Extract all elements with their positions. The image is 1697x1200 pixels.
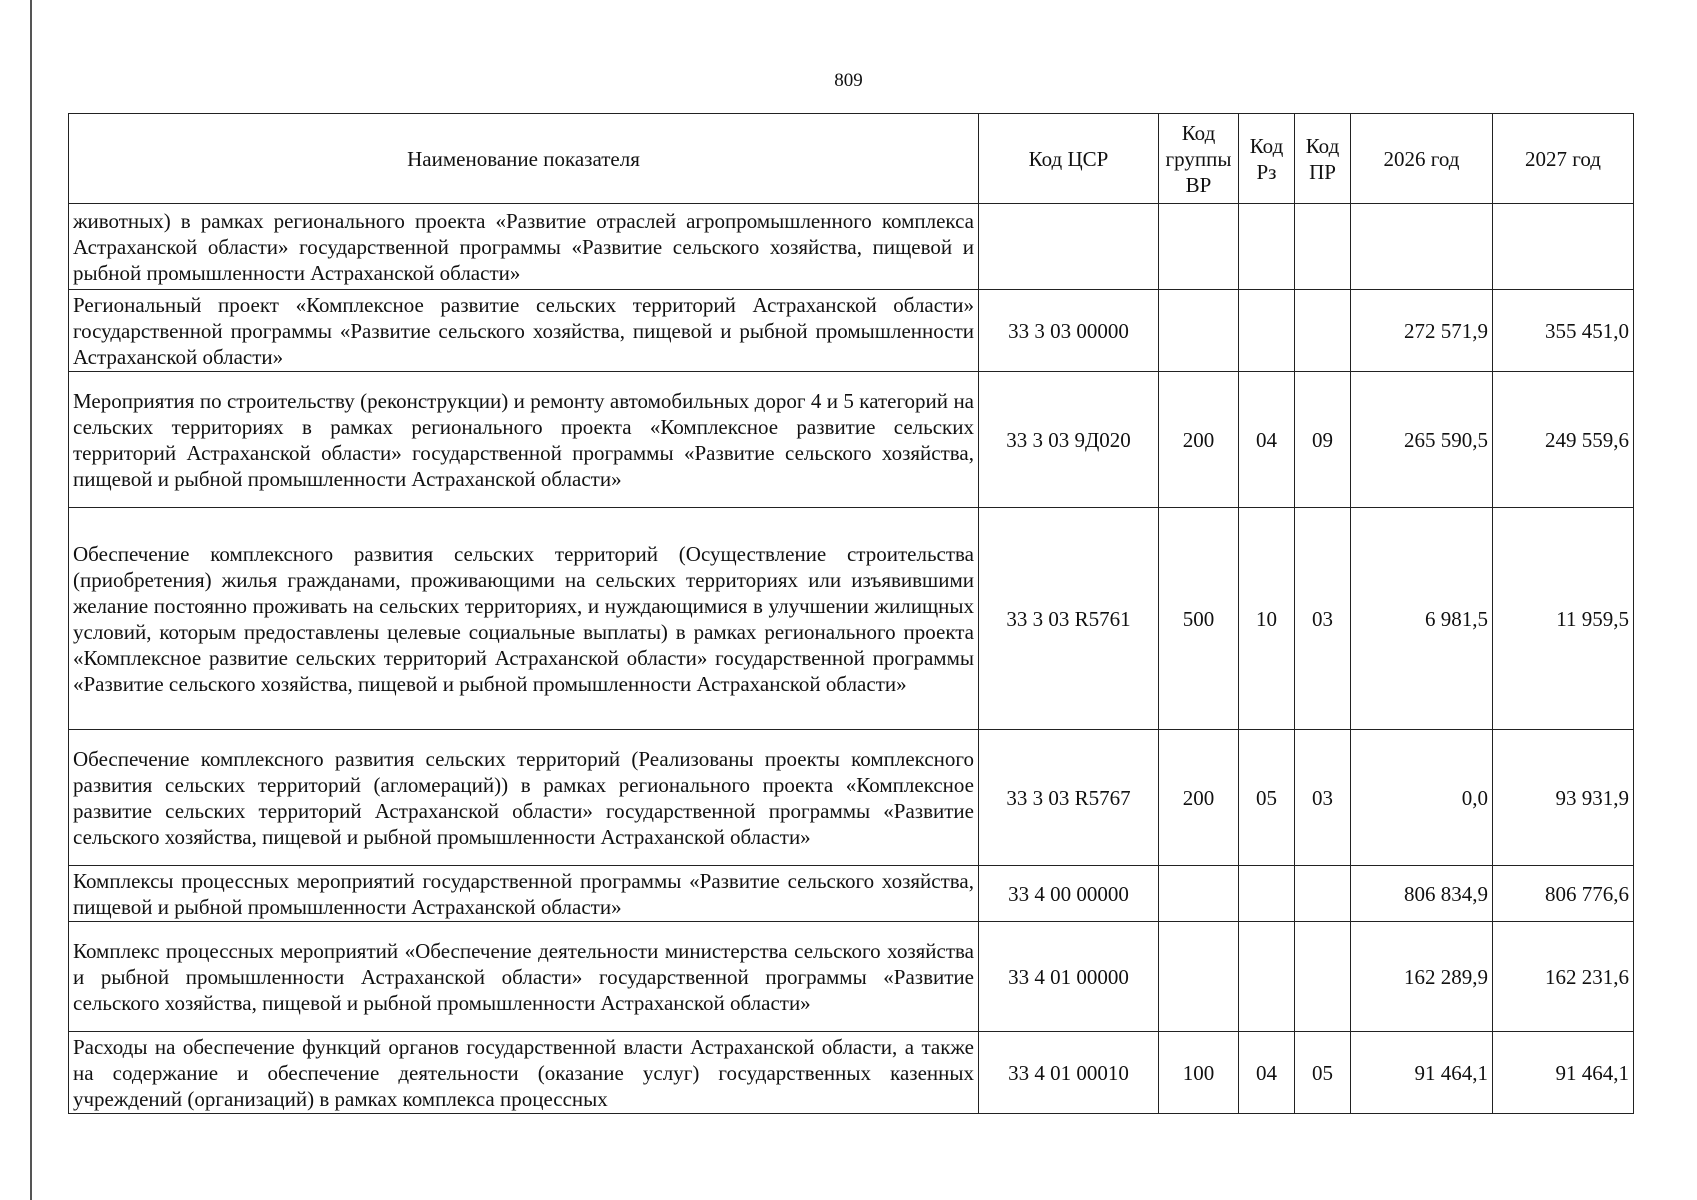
csr-code	[979, 204, 1159, 290]
amount-2027: 11 959,5	[1493, 508, 1634, 730]
table-row	[69, 730, 1634, 866]
pr-code	[1295, 290, 1351, 372]
table-row	[69, 922, 1634, 1032]
rz-code	[1239, 204, 1295, 290]
indicator-name: Обеспечение комплексного развития сельских территорий (Реализованы проекты комплексного развития сельских территорий (агломераций)) в рамках регионального проекта «Комплексное развитие сельских территорий Астраханской области» государственной программы «Развитие сельского хозяйства, пищевой и рыбной промышленности Астраханской области»	[69, 730, 979, 866]
vr-code	[1159, 866, 1239, 922]
amount-2026: 265 590,5	[1351, 372, 1493, 508]
amount-2026	[1351, 204, 1493, 290]
csr-code: 33 3 03 R5767	[979, 730, 1159, 866]
budget-table	[68, 113, 1634, 1114]
csr-code: 33 4 00 00000	[979, 866, 1159, 922]
rz-code	[1239, 866, 1295, 922]
pr-code: 03	[1295, 730, 1351, 866]
rz-code: 10	[1239, 508, 1295, 730]
rz-code: 05	[1239, 730, 1295, 866]
pr-code: 05	[1295, 1032, 1351, 1114]
csr-code: 33 4 01 00000	[979, 922, 1159, 1032]
vr-code	[1159, 204, 1239, 290]
rz-code	[1239, 290, 1295, 372]
csr-code: 33 3 03 9Д020	[979, 372, 1159, 508]
indicator-name: животных) в рамках регионального проекта «Развитие отраслей агропромышленного комплекса Астраханской области» государственной программы «Развитие сельского хозяйства, пищевой и рыбной промышленности Астраханской области»	[69, 204, 979, 290]
amount-2026: 91 464,1	[1351, 1032, 1493, 1114]
amount-2027: 806 776,6	[1493, 866, 1634, 922]
header-2027: 2027 год	[1493, 114, 1634, 204]
binding-margin-line	[30, 0, 32, 1200]
vr-code	[1159, 922, 1239, 1032]
amount-2026: 6 981,5	[1351, 508, 1493, 730]
csr-code: 33 3 03 00000	[979, 290, 1159, 372]
table-row	[69, 866, 1634, 922]
amount-2027: 355 451,0	[1493, 290, 1634, 372]
header-name: Наименование показателя	[69, 114, 979, 204]
amount-2026: 162 289,9	[1351, 922, 1493, 1032]
pr-code	[1295, 204, 1351, 290]
rz-code	[1239, 922, 1295, 1032]
table-row	[69, 204, 1634, 290]
header-2026: 2026 год	[1351, 114, 1493, 204]
csr-code: 33 3 03 R5761	[979, 508, 1159, 730]
indicator-name: Обеспечение комплексного развития сельских территорий (Осуществление строительства (приобретения) жилья гражданами, проживающими на сельских территориях или изъявившими желание постоянно проживать на сельских территориях, и нуждающимися в улучшении жилищных условий, которым предоставлены целевые социальные выплаты) в рамках регионального проекта «Комплексное развитие сельских территорий Астраханской области» государственной программы «Развитие сельского хозяйства, пищевой и рыбной промышленности Астраханской области»	[69, 508, 979, 730]
table-row	[69, 508, 1634, 730]
table-row	[69, 1032, 1634, 1114]
pr-code: 03	[1295, 508, 1351, 730]
table-row	[69, 372, 1634, 508]
amount-2027: 162 231,6	[1493, 922, 1634, 1032]
amount-2027	[1493, 204, 1634, 290]
vr-code: 500	[1159, 508, 1239, 730]
indicator-name: Мероприятия по строительству (реконструкции) и ремонту автомобильных дорог 4 и 5 категорий на сельских территориях в рамках регионального проекта «Комплексное развитие сельских территорий Астраханской области» государственной программы «Развитие сельского хозяйства, пищевой и рыбной промышленности Астраханской области»	[69, 372, 979, 508]
indicator-name: Региональный проект «Комплексное развитие сельских территорий Астраханской области» государственной программы «Развитие сельского хозяйства, пищевой и рыбной промышленности Астраханской области»	[69, 290, 979, 372]
amount-2027: 93 931,9	[1493, 730, 1634, 866]
header-pr: Код ПР	[1295, 114, 1351, 204]
indicator-name: Комплекс процессных мероприятий «Обеспечение деятельности министерства сельского хозяйства и рыбной промышленности Астраханской области» государственной программы «Развитие сельского хозяйства, пищевой и рыбной промышленности Астраханской области»	[69, 922, 979, 1032]
table-header-row	[69, 114, 1634, 204]
rz-code: 04	[1239, 372, 1295, 508]
amount-2027: 249 559,6	[1493, 372, 1634, 508]
amount-2026: 0,0	[1351, 730, 1493, 866]
rz-code: 04	[1239, 1032, 1295, 1114]
pr-code: 09	[1295, 372, 1351, 508]
vr-code: 200	[1159, 730, 1239, 866]
vr-code	[1159, 290, 1239, 372]
indicator-name: Расходы на обеспечение функций органов государственной власти Астраханской области, а также на содержание и обеспечение деятельности (оказание услуг) государственных казенных учреждений (организаций) в рамках комплекса процессных	[69, 1032, 979, 1114]
pr-code	[1295, 922, 1351, 1032]
vr-code: 200	[1159, 372, 1239, 508]
header-rz: Код Рз	[1239, 114, 1295, 204]
csr-code: 33 4 01 00010	[979, 1032, 1159, 1114]
header-vr: Код группы ВР	[1159, 114, 1239, 204]
amount-2027: 91 464,1	[1493, 1032, 1634, 1114]
amount-2026: 272 571,9	[1351, 290, 1493, 372]
vr-code: 100	[1159, 1032, 1239, 1114]
indicator-name: Комплексы процессных мероприятий государственной программы «Развитие сельского хозяйства, пищевой и рыбной промышленности Астраханской области»	[69, 866, 979, 922]
header-csr: Код ЦСР	[979, 114, 1159, 204]
pr-code	[1295, 866, 1351, 922]
amount-2026: 806 834,9	[1351, 866, 1493, 922]
table-row	[69, 290, 1634, 372]
page-number: 809	[834, 70, 863, 91]
